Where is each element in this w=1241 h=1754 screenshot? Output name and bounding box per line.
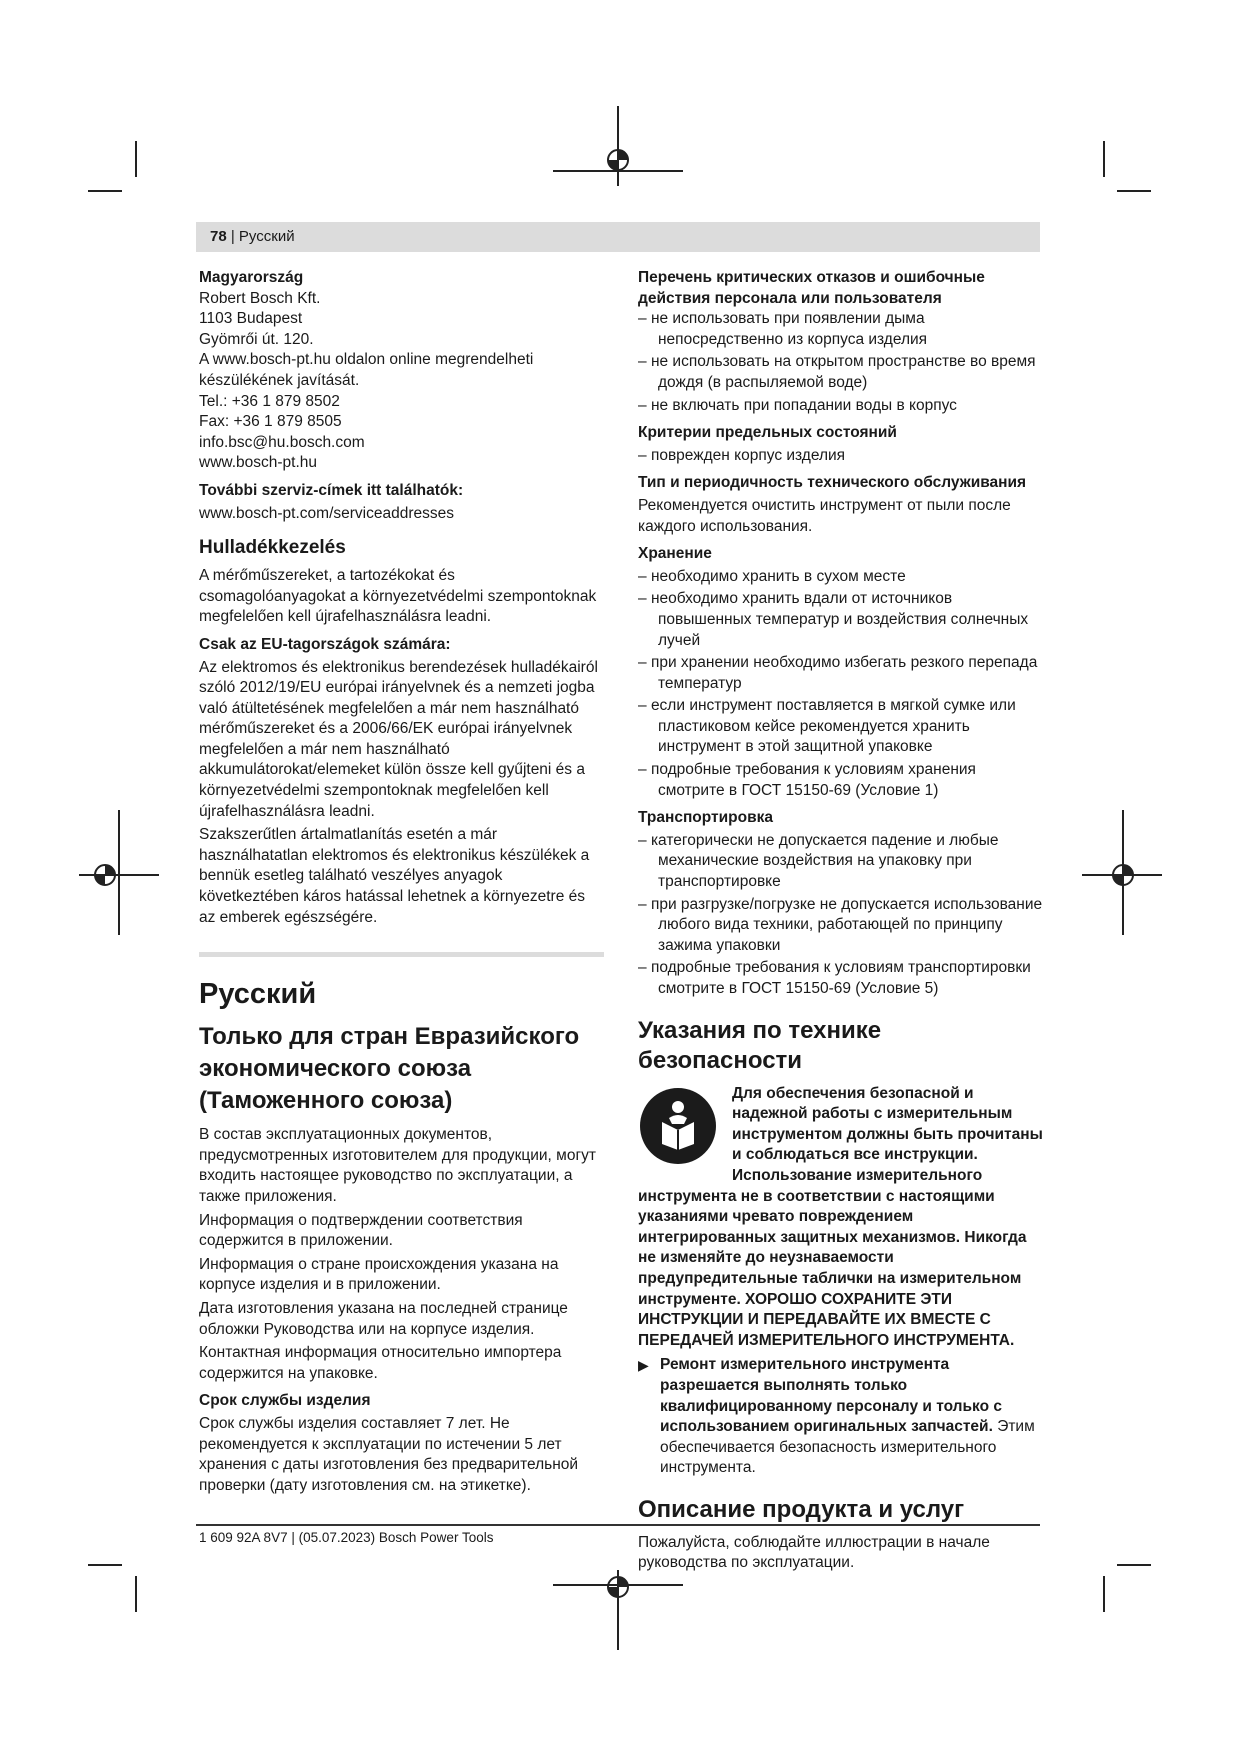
list-item: – необходимо хранить в сухом месте (638, 567, 1046, 588)
registration-mark-icon (92, 862, 118, 888)
crop-mark (1117, 190, 1151, 192)
eaeu-paragraph: Контактная информация относительно импортера содержится на упаковке. (199, 1344, 562, 1382)
registration-mark-icon (605, 147, 631, 173)
header-language: Русский (238, 228, 295, 245)
eaeu-paragraph: Информация о стране происхождения указана на корпусе изделия и в приложении. (199, 1255, 559, 1294)
product-text: Пожалуйста, соблюдайте иллюстрации в начале руководства по эксплуатации. (638, 1533, 990, 1572)
page-footer: 1 609 92A 8V7 | (05.07.2023) Bosch Power Tools (199, 1530, 494, 1545)
address-line: 1103 Budapest (199, 310, 303, 328)
failures-heading: Перечень критических отказов и ошибочные действия персонала или пользователя (638, 269, 985, 307)
repair-note (638, 1355, 1046, 1479)
list-item: – при хранении необходимо избегать резкого перепада температур (638, 653, 1046, 694)
transport-heading: Транспортировка (638, 809, 774, 827)
list-item: – необходимо хранить вдали от источников повышенных температур и воздействия солнечных лучей (638, 589, 1046, 651)
phone: Tel.: +36 1 879 8502 (199, 392, 340, 410)
left-column (199, 268, 604, 1499)
eaeu-paragraph: В состав эксплуатационных документов, предусмотренных изготовителем для продукции, могут входить настоящее руководство по эксплуатации, а также приложения. (199, 1126, 596, 1205)
list-item: – подробные требования к условиям транспортировки смотрите в ГОСТ 15150-69 (Условие 5) (638, 958, 1046, 999)
address-block (199, 289, 604, 474)
limit-list (638, 446, 1046, 467)
list-item: – подробные требования к условиям хранения смотрите в ГОСТ 15150-69 (Условие 1) (638, 760, 1046, 801)
address-line: A www.bosch-pt.hu oldalon online megrendelheti készülékének javítását. (199, 351, 534, 389)
registration-line (617, 106, 619, 186)
footer-rule (196, 1524, 1040, 1526)
eaeu-paragraph: Информация о подтверждении соответствия содержится в приложении. (199, 1211, 523, 1250)
list-item: – не включать при попадании воды в корпус (638, 396, 1046, 417)
crop-mark (135, 1576, 137, 1612)
storage-heading: Хранение (638, 545, 712, 563)
service-life-heading: Срок службы изделия (199, 1392, 371, 1410)
product-heading: Описание продукта и услуг (638, 1495, 965, 1523)
address-line: Gyömrői út. 120. (199, 330, 314, 348)
header-separator: | (226, 228, 239, 245)
more-service-heading: További szerviz-címek itt találhatók: (199, 481, 464, 499)
email-link[interactable]: info.bsc@hu.bosch.com (199, 433, 365, 451)
crop-mark (135, 141, 137, 177)
maintenance-heading: Тип и периодичность технического обслуживания (638, 474, 1027, 492)
list-item: – поврежден корпус изделия (638, 446, 1046, 467)
disposal-text: A mérőműszereket, a tartozékokat és csomagolóanyagokat a környezetvédelmi szempontoknak megfelelően kell újrafelhasználásra leadni. (199, 567, 597, 626)
list-item: – категорически не допускается падение и любые механические воздействия на упаковку при транспортировке (638, 831, 1046, 893)
failures-list (638, 309, 1046, 416)
list-item: – если инструмент поставляется в мягкой сумке или пластиковом кейсе рекомендуется хранить инструмент в этой защитной упаковке (638, 696, 1046, 758)
repair-bold: Ремонт измерительного инструмента разрешается выполнять только квалифицированному персоналу и только с использованием оригинальных запчастей. (660, 1356, 1002, 1436)
country-heading: Magyarország (199, 269, 304, 286)
limit-heading: Критерии предельных состояний (638, 424, 897, 442)
storage-list (638, 567, 1046, 802)
list-item: – при разгрузке/погрузке не допускается использование любого вида техники, работающей по принципу зажима упаковки (638, 895, 1046, 957)
registration-line (118, 810, 120, 935)
read-manual-icon (640, 1088, 716, 1164)
crop-mark (1117, 1564, 1151, 1566)
eaeu-heading: Только для стран Евразийского экономического союза (Таможенного союза) (199, 1023, 580, 1115)
crop-mark (88, 190, 122, 192)
registration-mark-icon (605, 1574, 631, 1600)
disposal-heading: Hulladékkezelés (199, 537, 346, 559)
safety-heading: Указания по технике безопасности (638, 1016, 882, 1074)
eu-text: Szakszerűtlen ártalmatlanítás esetén a már használhatatlan elektromos és elektronikus készülékek a bennük esetleg található veszélyes anyagok következtében káros hatással lehetnek a környezetre és az emberek egészségére. (199, 826, 590, 926)
crop-mark (88, 1564, 122, 1566)
repair-normal: Этим обеспечивается безопасность измерительного инструмента. (660, 1418, 1035, 1477)
eu-text: Az elektromos és elektronikus berendezések hulladékairól szóló 2012/19/EU európai irányelvnek és a nemzeti jogba való átültetésének megfelelően a már nem használható mérőműszereket és a 2006/66/EK európai irányelvnek megfelelően a már nem használható akkumulátorokat/elemeket külön össze kell gyűjteni és a környezetvédelmi szempontoknak megfelelően kell újrafelhasználásra leadni. (199, 658, 598, 820)
right-column (638, 268, 1046, 1577)
registration-mark-icon (1110, 862, 1136, 888)
eaeu-paragraph: Дата изготовления указана на последней странице обложки Руководства или на корпусе изделия. (199, 1299, 568, 1338)
list-item: – не использовать на открытом пространстве во время дождя (в распыляемой воде) (638, 352, 1046, 393)
section-divider (199, 952, 604, 957)
russian-title: Русский (199, 978, 317, 1011)
safety-warning (638, 1084, 1046, 1352)
service-life-text: Срок службы изделия составляет 7 лет. Не рекомендуется к эксплуатации по истечении 5 лет хранения с даты изготовления без предварительной проверки (дату изготовления см. на этикетке). (199, 1414, 579, 1494)
eu-heading: Csak az EU-tagországok számára: (199, 635, 451, 653)
crop-mark (1103, 1576, 1105, 1612)
crop-mark (1103, 141, 1105, 177)
transport-list (638, 831, 1046, 1000)
list-item: – не использовать при появлении дыма непосредственно из корпуса изделия (638, 309, 1046, 350)
maintenance-text: Рекомендуется очистить инструмент от пыли после каждого использования. (638, 496, 1011, 535)
bullet-triangle-icon: ▶ (638, 1357, 649, 1374)
fax: Fax: +36 1 879 8505 (199, 413, 342, 431)
service-addresses-link[interactable]: www.bosch-pt.com/serviceaddresses (199, 504, 454, 522)
safety-text: Для обеспечения безопасной и надежной работы с измерительным инструментом должны быть прочитаны и соблюдаться все инструкции. Использование измерительного инструмента не в соответствии с настоящими указаниями чревато повреждением интегрированных защитных механизмов. Никогда не изменяйте до неузнаваемости предупредительные таблички на измерительном инструменте. ХОРОШО СОХРАНИТЕ ЭТИ ИНСТРУКЦИИ И ПЕРЕДАВАЙТЕ ИХ ВМЕСТЕ С ПЕРЕДАЧЕЙ ИЗМЕРИТЕЛЬНОГО ИНСТРУМЕНТА. (638, 1084, 1043, 1349)
page-number: 78 (210, 228, 227, 245)
website-link[interactable]: www.bosch-pt.hu (199, 454, 318, 472)
page-header (196, 222, 1040, 252)
address-line: Robert Bosch Kft. (199, 289, 321, 307)
